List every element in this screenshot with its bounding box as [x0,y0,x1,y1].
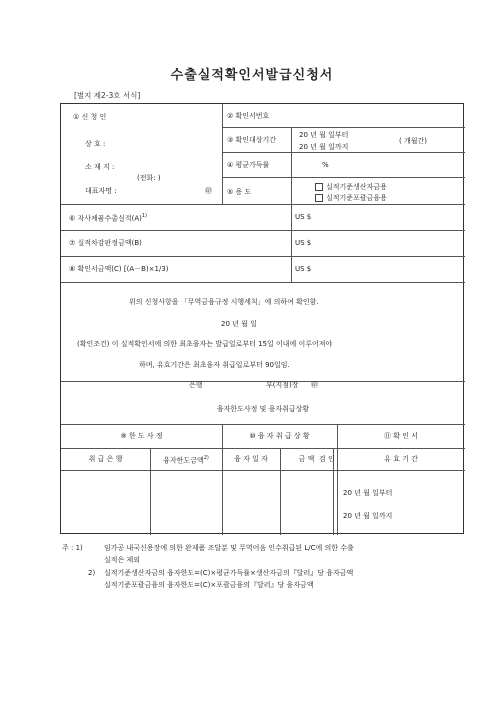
bank-label: 은행 [189,381,203,389]
confirm-amount-label: ⑧ 확인서금액(C) [(A－B)×1/3) [69,265,169,273]
deduction-currency: US $ [295,239,312,247]
note-2a: 실적기준생산자금의 융자한도=(C)×평균가득률×생산자금의『달러』당 융자금액 [104,569,354,577]
note-2b: 실적기준포괄금융의 융자한도=(C)×포괄금융의『달러』당 융자금액 [104,581,314,589]
phone-label: (전화: ) [137,174,161,182]
period-from: 20 년 월 일부터 [299,131,349,139]
period-to: 20 년 월 일까지 [299,143,349,151]
col-bank: 취 급 은 행 [88,455,123,463]
note-1b: 실적은 제외 [104,556,141,564]
statement-line1: 위의 신청사항을 「무역금융규정 시행세칙」에 의하여 확인함. [129,298,319,306]
applicant-heading: ① 신 청 인 [73,113,107,121]
branch-label: 부(지점)장 [266,381,299,389]
document-title: 수출실적확인서발급신청서 [170,68,334,83]
company-label: 상 호 : [85,140,106,148]
statement-line3: 하며, 유효기간은 최초융자 취급일로부터 90일임. [139,361,290,369]
col-limit: 융자한도금액$^{2)}$ [163,455,209,465]
avg-rate-label: ④ 평균가득률 [227,161,270,169]
col-valid: 유 효 기 간 [384,455,418,463]
purpose-option-comprehensive[interactable]: 실적기준포괄금융용 [315,194,387,202]
confirm-currency: US $ [295,265,312,273]
valid-from: 20 년 월 일부터 [343,489,393,497]
applicant-seal: ㊞ [205,187,212,195]
bank-seal: ㊞ [311,381,318,389]
deduction-label: ⑦ 실적차감판정금액(B) [69,239,142,247]
checkbox-icon [315,183,323,191]
note-prefix: 주 : 1) [62,544,83,552]
period-months: ( 개월간) [399,137,427,145]
period-label: ③ 확인대상기간 [227,136,277,144]
col-date: 융 자 일 자 [234,455,268,463]
form-number: [별지 제2-3호 서식] [74,91,141,100]
statement-line2: (확인조건) 이 실적확인서에 의한 최초융자는 발급일로부터 15일 이내에 이루어져야 [77,340,333,348]
loan-section-title: 융자한도사정 및 융자취급상황 [216,405,310,413]
valid-to: 20 년 월 일까지 [343,512,393,520]
limit-header: ⑨ 한 도 사 정 [120,432,163,440]
avg-rate-unit: % [322,161,329,169]
application-form [60,103,464,534]
statement-date: 20 년 월 일 [221,320,257,328]
representative-label: 대표자명 : [85,187,117,195]
cert-no-label: ② 확인서번호 [227,112,270,120]
confirm-header: ⑪ 확 인 서 [384,432,418,440]
purpose-option-production[interactable]: 실적기준생산자금용 [315,183,387,191]
note-2-prefix: 2) [88,569,96,577]
checkbox-icon [315,194,323,202]
status-header: ⑩ 융 자 취 급 상 황 [249,432,310,440]
export-performance-label: ⑥ 자사제품수출실적$(A)^{1)}$ [69,213,147,223]
address-label: 소 재 지 : [85,163,115,171]
export-currency: US $ [295,213,312,221]
col-check-label: 검 인 [319,455,335,463]
note-1a: 임가공 내국신용장에 의한 완제품 조달분 및 무역어음 인수취급된 L/C에 의한 수출 [104,544,354,552]
purpose-label: ⑤ 용 도 [227,188,252,196]
col-amount: 금 액 [298,455,315,463]
